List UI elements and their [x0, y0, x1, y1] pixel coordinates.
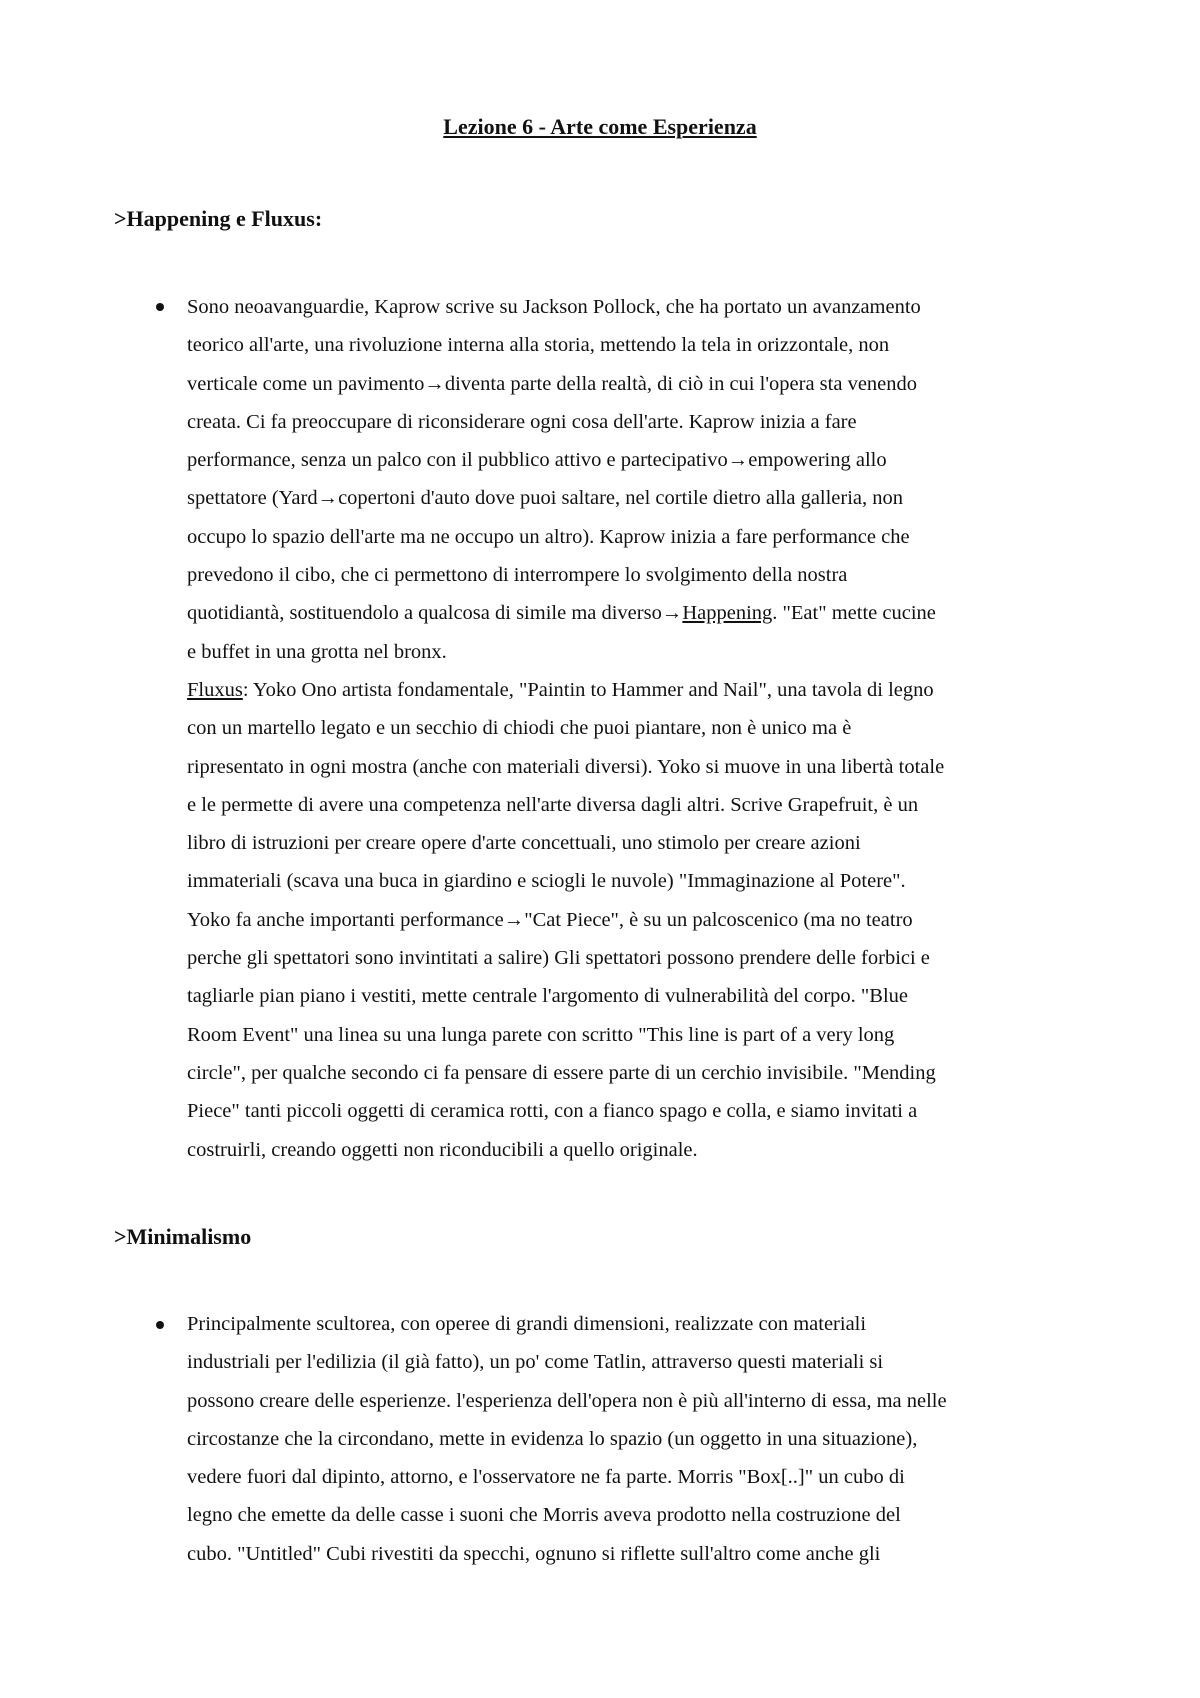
text-line [187, 594, 1092, 632]
text-line: prevedono il cibo, che ci permettono di interrompere lo svolgimento della nostra [187, 564, 848, 587]
bullet-paragraph-happening-fluxus [187, 288, 1092, 1169]
text-line: occupo lo spazio dell'arte ma ne occupo un altro). Kaprow inizia a fare performance che [187, 525, 910, 548]
text-line: perche gli spettatori sono invintitati a salire) Gli spettatori possono prendere delle forbici e [187, 947, 930, 970]
text-fragment: . "Eat" mette cucine [772, 602, 936, 625]
text-line: legno che emette da delle casse i suoni che Morris aveva prodotto nella costruzione del [187, 1504, 901, 1527]
text-line: circle", per qualche secondo ci fa pensare di essere parte di un cerchio invisibile. "Mending [187, 1061, 936, 1084]
section-heading-minimalismo: >Minimalismo [114, 1224, 252, 1249]
text-line: costruirli, creando oggetti non riconducibili a quello originale. [187, 1138, 698, 1161]
text-line: spettatore (Yard→copertoni d'auto dove puoi saltare, nel cortile dietro alla galleria, non [187, 487, 904, 510]
text-line: e le permette di avere una competenza nell'arte diversa dagli altri. Scrive Grapefruit, è un [187, 793, 919, 816]
text-line [187, 671, 1092, 709]
underlined-term-fluxus: Fluxus [187, 678, 243, 701]
text-line: industriali per l'edilizia (il già fatto), un po' come Tatlin, attraverso questi materiali si [187, 1351, 884, 1374]
text-line: circostanze che la circondano, mette in evidenza lo spazio (un oggetto in una situazione), [187, 1427, 918, 1450]
text-line: Principalmente scultorea, con operee di grandi dimensioni, realizzate con materiali [187, 1313, 867, 1335]
text-line: Room Event" una linea su una lunga parete con scritto "This line is part of a very long [187, 1023, 895, 1046]
document-title: Lezione 6 - Arte come Esperienza [443, 114, 757, 139]
text-line: performance, senza un palco con il pubblico attivo e partecipativo→empowering allo [187, 449, 887, 472]
bullet-icon [156, 1321, 164, 1329]
underlined-term-happening: Happening [682, 602, 773, 625]
text-line: Yoko fa anche importanti performance→"Cat Piece", è su un palcoscenico (ma no teatro [187, 908, 913, 931]
text-line: possono creare delle esperienze. l'esperienza dell'opera non è più all'interno di essa, ma nelle [187, 1389, 947, 1412]
text-line: teorico all'arte, una rivoluzione interna alla storia, mettendo la tela in orizzontale, non [187, 334, 890, 357]
text-line: tagliarle pian piano i vestiti, mette centrale l'argomento di vulnerabilità del corpo. "Blue [187, 985, 908, 1008]
text-line: e buffet in una grotta nel bronx. [187, 640, 447, 663]
text-line: Piece" tanti piccoli oggetti di ceramica rotti, con a fianco spago e colla, e siamo invitati a [187, 1100, 918, 1123]
text-line: ripresentato in ogni mostra (anche con materiali diversi). Yoko si muove in una libertà totale [187, 755, 945, 778]
text-line: Sono neoavanguardie, Kaprow scrive su Jackson Pollock, che ha portato un avanzamento [187, 296, 921, 318]
bullet-icon [156, 303, 164, 311]
text-fragment: quotidiantà, sostituendolo a qualcosa di simile ma diverso→ [187, 602, 683, 625]
text-line: creata. Ci fa preoccupare di riconsiderare ogni cosa dell'arte. Kaprow inizia a fare [187, 410, 857, 433]
text-line: con un martello legato e un secchio di chiodi che puoi piantare, non è unico ma è [187, 717, 852, 740]
text-line: libro di istruzioni per creare opere d'arte concettuali, uno stimolo per creare azioni [187, 832, 861, 855]
text-line: vedere fuori dal dipinto, attorno, e l'osservatore ne fa parte. Morris "Box[..]" un cubo di [187, 1466, 905, 1489]
text-line: verticale come un pavimento→diventa parte della realtà, di ciò in cui l'opera sta venendo [187, 372, 918, 395]
section-heading-happening-fluxus: >Happening e Fluxus: [114, 206, 323, 231]
text-line: immateriali (scava una buca in giardino e sciogli le nuvole) "Immaginazione al Potere". [187, 870, 906, 893]
text-line: cubo. "Untitled" Cubi rivestiti da specchi, ognuno si riflette sull'altro come anche gli [187, 1542, 881, 1565]
bullet-paragraph-minimalismo [187, 1305, 1092, 1573]
text-fragment: : Yoko Ono artista fondamentale, "Paintin to Hammer and Nail", una tavola di legno [242, 678, 934, 701]
